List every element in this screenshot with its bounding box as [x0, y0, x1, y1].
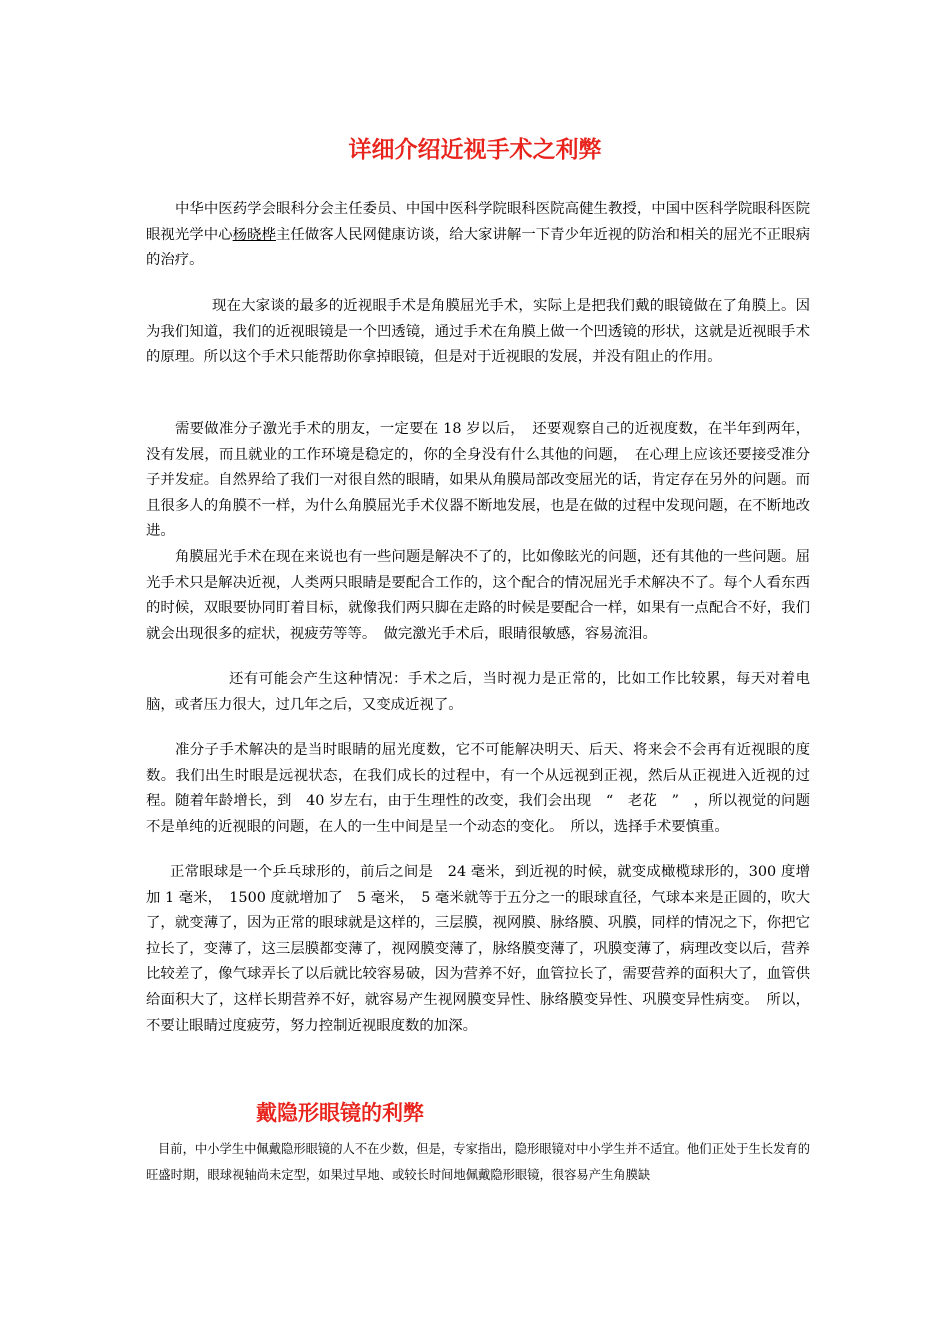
paragraph-post-surgery: 还有可能会产生这种情况：手术之后，当时视力是正常的，比如工作比较累，每天对着电脑，或者压力很大，过几年之后，又变成近视了。 — [146, 671, 810, 713]
intro-text-before: 中华中医药学会眼科分会主任委员、中国中医科学院眼科医院高健生教授，中国中医科学院眼科医院眼视光学中心 — [146, 201, 810, 243]
section-heading-contact-lens: 戴隐形眼镜的利弊 — [256, 1101, 424, 1125]
paragraph-surgery-principle: 现在大家谈的最多的近视眼手术是角膜屈光手术，实际上是把我们戴的眼镜做在了角膜上。因为我们知道，我们的近视眼镜是一个凹透镜，通过手术在角膜上做一个凹透镜的形状，这就是近视眼手术的原理。所以这个手术只能帮助你拿掉眼镜，但是对于近视眼的发展，并没有阻止的作用。 — [146, 298, 810, 366]
paragraph-surgery-problems: 角膜屈光手术在现在来说也有一些问题是解决不了的，比如像眩光的问题，还有其他的一些问题。屈光手术只是解决近视，人类两只眼睛是要配合工作的，这个配合的情况屈光手术解决不了。每个人看东西的时候，双眼要协同盯着目标，就像我们两只脚在走路的时候是要配合一样，如果有一点配合不好，我们就会出现很多的症状，视疲劳等等。 做完激光手术后，眼睛很敏感，容易流泪。 — [146, 549, 810, 642]
intro-paragraph — [146, 197, 810, 274]
person-name-link: 杨晓桦 — [232, 226, 276, 243]
paragraph-excimer-limits: 准分子手术解决的是当时眼睛的屈光度数，它不可能解决明天、后天、将来会不会再有近视眼的度数。我们出生时眼是远视状态，在我们成长的过程中，有一个从远视到正视，然后从正视进入近视的过程。随着年龄增长，到 40 岁左右，由于生理性的改变，我们会出现 “ 老花 ” ，所以视觉的问题不是单纯的近视眼的问题，在人的一生中间是呈一个动态的变化。 所以，选择手术要慎重。 — [146, 742, 810, 835]
intro-text-after: 主任做客人民网健康访谈，给大家讲解一下青少年近视的防治和相关的屈光不正眼病的治疗。 — [146, 226, 810, 269]
paragraph-eyeball-shape: 正常眼球是一个乒乓球形的，前后之间是 24 毫米，到近视的时候，就变成橄榄球形的，300 度增加 1 毫米， 1500 度就增加了 5 毫米， 5 毫米就等于五分之一的眼球直径，气球本来是正圆的，吹大了，就变薄了，因为正常的眼球就是这样的，三层膜，视网膜、脉络膜、巩膜，同样的情况之下，你把它拉长了，变薄了，这三层膜都变薄了，视网膜变薄了，脉络膜变薄了，巩膜变薄了，病理改变以后，营养比较差了，像气球弄长了以后就比较容易破，因为营养不好，血管拉长了，需要营养的面积大了，血管供给面积大了，这样长期营养不好，就容易产生视网膜变异性、脉络膜变异性、巩膜变异性病变。 所以，不要让眼睛过度疲劳，努力控制近视眼度数的加深。 — [146, 864, 810, 1034]
document-title: 详细介绍近视手术之利弊 — [348, 137, 602, 163]
paragraph-contact-lens: 目前，中小学生中佩戴隐形眼镜的人不在少数，但是，专家指出，隐形眼镜对中小学生并不适宜。他们正处于生长发育的旺盛时期，眼球视轴尚未定型，如果过早地、或较长时间地佩戴隐形眼镜，很容易产生角膜缺 — [146, 1142, 810, 1182]
paragraph-surgery-requirements: 需要做准分子激光手术的朋友，一定要在 18 岁以后， 还要观察自己的近视度数，在半年到两年，没有发展，而且就业的工作环境是稳定的，你的全身没有什么其他的问题， 在心理上应该还要接受准分子并发症。自然界给了我们一对很自然的眼睛，如果从角膜局部改变屈光的话，肯定存在另外的问题。而且很多人的角膜不一样，为什么角膜屈光手术仪器不断地发展，也是在做的过程中发现问题，在不断地改进。 — [146, 421, 810, 540]
